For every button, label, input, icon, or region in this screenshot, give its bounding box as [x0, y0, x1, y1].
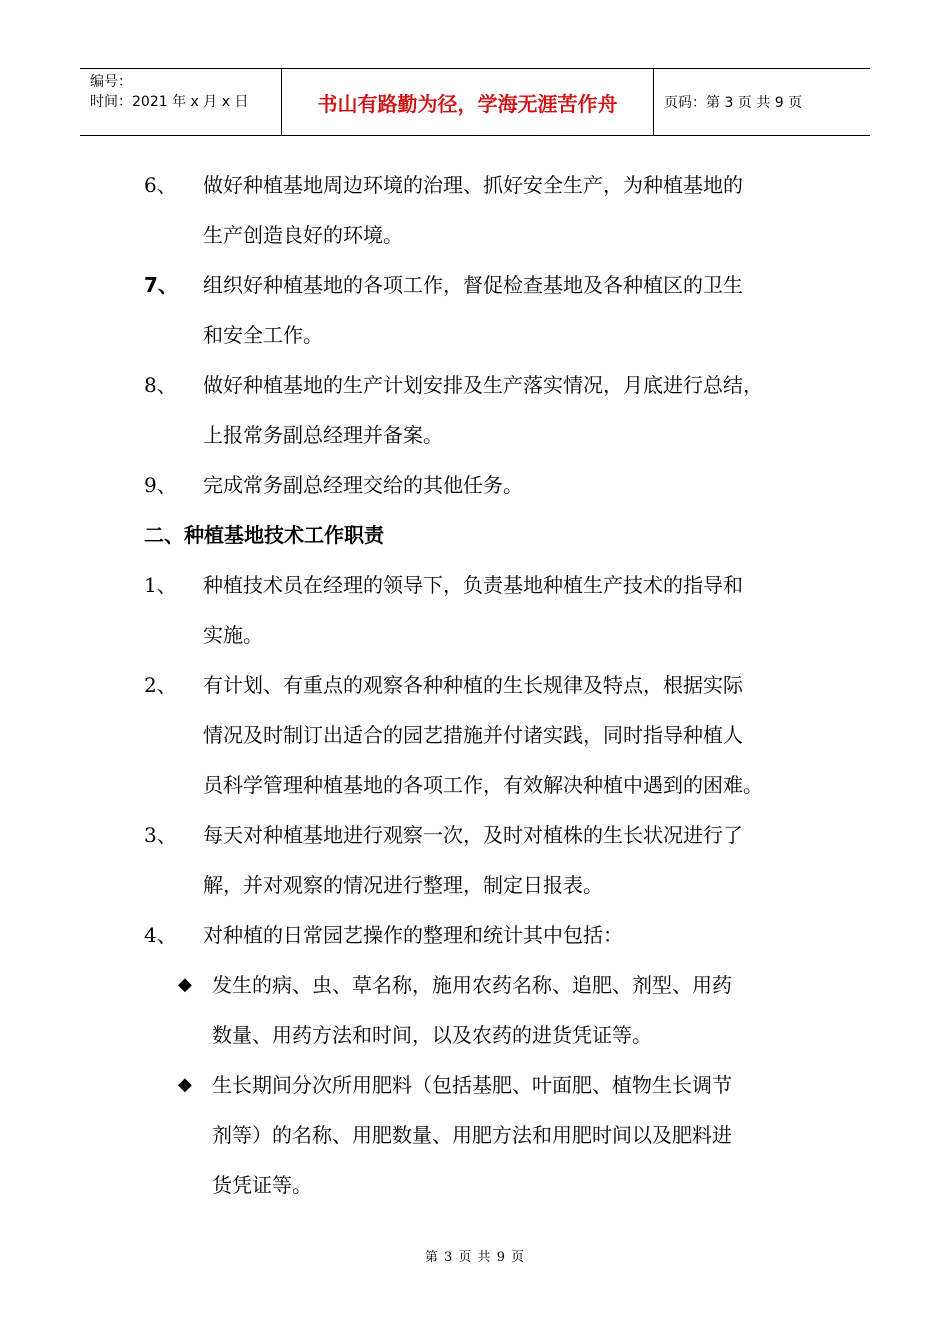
list-item [0, 560, 950, 660]
list-item [0, 160, 950, 260]
item-number: 9、 [144, 473, 177, 497]
duty-list-part1 [0, 160, 950, 510]
item-text-line: 实施。 [203, 623, 263, 647]
item-text-line: 有计划、有重点的观察各种种植的生长规律及特点，根据实际 [203, 673, 743, 697]
item-number: 4、 [144, 923, 177, 947]
page-footer: 第 3 页 共 9 页 [424, 1250, 526, 1265]
bullet-item [0, 960, 950, 1060]
document-body [0, 160, 950, 1210]
item-text-line: 完成常务副总经理交给的其他任务。 [203, 473, 523, 497]
list-item [0, 910, 950, 960]
bullet-text-line: 数量、用药方法和时间，以及农药的进货凭证等。 [212, 1023, 652, 1047]
item-number: 7、 [144, 273, 178, 297]
item-number: 6、 [144, 173, 177, 197]
bullet-text-line: 货凭证等。 [212, 1173, 312, 1197]
bullet-text-line: 发生的病、虫、草名称，施用农药名称、追肥、剂型、用药 [212, 973, 732, 997]
list-item [0, 660, 950, 810]
duty-list-part2 [0, 560, 950, 960]
item-text-line: 做好种植基地的生产计划安排及生产落实情况，月底进行总结， [203, 373, 763, 397]
item-text-line: 解，并对观察的情况进行整理，制定日报表。 [203, 873, 603, 897]
item-text-line: 种植技术员在经理的领导下，负责基地种植生产技术的指导和 [203, 573, 743, 597]
item-text-line: 生产创造良好的环境。 [203, 223, 403, 247]
number-label: 编号： [90, 74, 132, 90]
item-text-line: 组织好种植基地的各项工作，督促检查基地及各种植区的卫生 [203, 273, 743, 297]
list-item [0, 260, 950, 360]
item-number: 8、 [144, 373, 177, 397]
item-number: 3、 [144, 823, 177, 847]
list-item [0, 810, 950, 910]
bullet-text-line: 生长期间分次所用肥料（包括基肥、叶面肥、植物生长调节 [212, 1073, 732, 1097]
item-text-line: 上报常务副总经理并备案。 [203, 423, 443, 447]
item-text-line: 员科学管理种植基地的各项工作，有效解决种植中遇到的困难。 [203, 773, 763, 797]
item-number: 2、 [144, 673, 177, 697]
bullet-item [0, 1060, 950, 1210]
item-text-line: 情况及时制订出适合的园艺措施并付诸实践，同时指导种植人 [203, 723, 743, 747]
time-label: 时间：2021 年 x 月 x 日 [90, 94, 249, 110]
header-motto: 书山有路勤为径，学海无涯苦作舟 [282, 69, 654, 135]
page-header [80, 68, 870, 136]
bullet-list [0, 960, 950, 1210]
header-page-info: 页码：第 3 页 共 9 页 [664, 95, 803, 111]
item-text-line: 对种植的日常园艺操作的整理和统计其中包括： [203, 923, 623, 947]
item-number: 1、 [144, 573, 177, 597]
item-text-line: 和安全工作。 [203, 323, 323, 347]
diamond-bullet-icon: ◆ [178, 1074, 192, 1095]
item-text-line: 做好种植基地周边环境的治理、抓好安全生产，为种植基地的 [203, 173, 743, 197]
bullet-text-line: 剂等）的名称、用肥数量、用肥方法和用肥时间以及肥料进 [212, 1123, 732, 1147]
item-text-line: 每天对种植基地进行观察一次，及时对植株的生长状况进行了 [203, 823, 743, 847]
header-meta [80, 69, 282, 135]
diamond-bullet-icon: ◆ [178, 974, 192, 995]
list-item [0, 460, 950, 510]
section-heading: 二、种植基地技术工作职责 [144, 523, 384, 547]
list-item [0, 360, 950, 460]
